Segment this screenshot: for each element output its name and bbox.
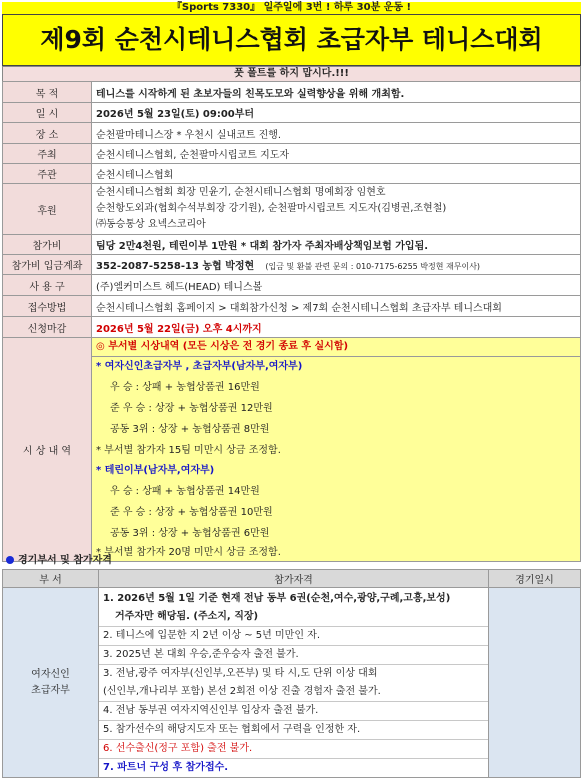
page-title: 제9회 순천시테니스협회 초급자부 테니스대회 (2, 14, 581, 66)
schedule-column-header: 경기일시 (489, 570, 581, 588)
date-value: 2026년 5월 23일(토) 09:00부터 (92, 103, 581, 123)
prize-second: 준 우 승 : 상장 + 농협상품권 12만원 (110, 403, 273, 414)
dept-column-header: 부 서 (3, 570, 99, 588)
condition-line: 4. 전남 동부권 여자지역신인부 입상자 출전 불가. (99, 701, 488, 720)
ball-label: 사 용 구 (3, 275, 92, 296)
prize-group-title: * 여자신인초급자부 , 초급자부(남자부,여자부) (96, 361, 303, 372)
condition-line: 5. 참가선수의 해당지도자 또는 협회에서 구력을 인정한 자. (99, 720, 488, 739)
eligibility-section-title: 경기부서 및 참가자격 (2, 554, 581, 568)
apply-label: 접수방법 (3, 296, 92, 317)
account-note: (입금 및 환불 관련 문의 : 010-7175-6255 박정현 재무이사) (265, 262, 481, 271)
purpose-label: 목 적 (3, 82, 92, 103)
sponsor-line: ㈜동승통상 요넥스코리아 (96, 219, 206, 230)
condition-line: 3. 전남,광주 여자부(신인부,오픈부) 및 타 시,도 단위 이상 대회 (99, 664, 488, 683)
dept-cell: 여자신인 초급자부 (3, 588, 99, 778)
ball-value: (주)엘커미스트 헤드(HEAD) 테니스볼 (92, 275, 581, 296)
bullet-dot-icon (6, 556, 14, 564)
condition-column-header: 참가자격 (99, 570, 489, 588)
date-label: 일 시 (3, 103, 92, 123)
prize-note: * 부서별 참가자 20명 미만시 상금 조정함. (96, 547, 281, 558)
prize-first: 우 승 : 상패 + 농협상품권 14만원 (110, 486, 260, 497)
prize-details (92, 338, 581, 562)
prize-second: 준 우 승 : 상장 + 농협상품권 10만원 (110, 507, 273, 518)
apply-value: 순천시테니스협회 홈페이지 > 대회참가신청 > 제7회 순천시테니스협회 초급자부 테니스대회 (92, 296, 581, 317)
fee-label: 참가비 (3, 235, 92, 255)
organizer-label: 주관 (3, 164, 92, 184)
account-number: 352-2087-5258-13 농협 박정현 (96, 261, 255, 272)
prize-label: 시 상 내 역 (3, 338, 92, 562)
sponsor-line: 순천항도외과(협회수석부회장 강기원), 순천팔마시립코트 지도자(김병권,조현철) (96, 203, 447, 214)
venue-label: 장 소 (3, 123, 92, 144)
info-table (2, 81, 581, 562)
prize-group-title: * 테린이부(남자부,여자부) (96, 465, 215, 476)
venue-value: 순천팔마테니스장 * 우천시 실내코트 진행. (92, 123, 581, 144)
prize-first: 우 승 : 상패 + 농협상품권 16만원 (110, 382, 260, 393)
prize-header: ◎ 부서별 시상내역 (모든 시상은 전 경기 종료 후 실시함) (92, 338, 580, 357)
condition-line: (신인부,개나리부 포함) 본선 2회전 이상 진출 경험자 출전 불가. (103, 686, 381, 697)
sponsor-value (92, 184, 581, 235)
condition-line: 1. 2026년 5월 1일 기준 현재 전남 동부 6권(순천,여수,광양,구례,고흥,보성) (103, 593, 451, 604)
fee-value: 팀당 2만4천원, 테린이부 1만원 * 대회 참가자 주최자배상책임보험 가입됨. (92, 235, 581, 255)
deadline-value: 2026년 5월 22일(금) 오후 4시까지 (92, 317, 581, 338)
organizer-value: 순천시테니스협회 (92, 164, 581, 184)
eligibility-table (2, 569, 581, 778)
host-label: 주최 (3, 144, 92, 164)
prize-third: 공동 3위 : 상장 + 농협상품권 6만원 (110, 528, 270, 539)
condition-line: 2. 테니스에 입문한 지 2년 이상 ~ 5년 미만인 자. (99, 626, 488, 645)
account-value (92, 255, 581, 275)
prize-note: * 부서별 참가자 15팀 미만시 상금 조정함. (96, 445, 281, 456)
purpose-value: 테니스를 시작하게 된 초보자들의 친목도모와 실력향상을 위해 개최함. (92, 82, 581, 103)
condition-line: 3. 2025년 본 대회 우승,준우승자 출전 불가. (99, 645, 488, 664)
slogan-banner: 『Sports 7330』 일주일에 3번 ! 하루 30분 운동 ! (2, 2, 581, 15)
foot-fault-notice: 풋 폴트를 하지 맙시다.!!! (2, 66, 581, 82)
deadline-label: 신청마감 (3, 317, 92, 338)
schedule-cell (489, 588, 581, 778)
account-label: 참가비 입금계좌 (3, 255, 92, 275)
condition-line: 6. 선수출신(정구 포함) 출전 불가. (99, 739, 488, 758)
condition-line: 거주자만 해당됨. (주소지, 직장) (115, 611, 259, 622)
sponsor-label: 후원 (3, 184, 92, 235)
prize-third: 공동 3위 : 상장 + 농협상품권 8만원 (110, 424, 270, 435)
sponsor-line: 순천시테니스협회 회장 민윤기, 순천시테니스협회 명예회장 임현호 (96, 187, 386, 198)
host-value: 순천시테니스협회, 순천팔마시립코트 지도자 (92, 144, 581, 164)
condition-line: 7. 파트너 구성 후 참가접수. (99, 758, 488, 777)
condition-cell (99, 588, 489, 778)
